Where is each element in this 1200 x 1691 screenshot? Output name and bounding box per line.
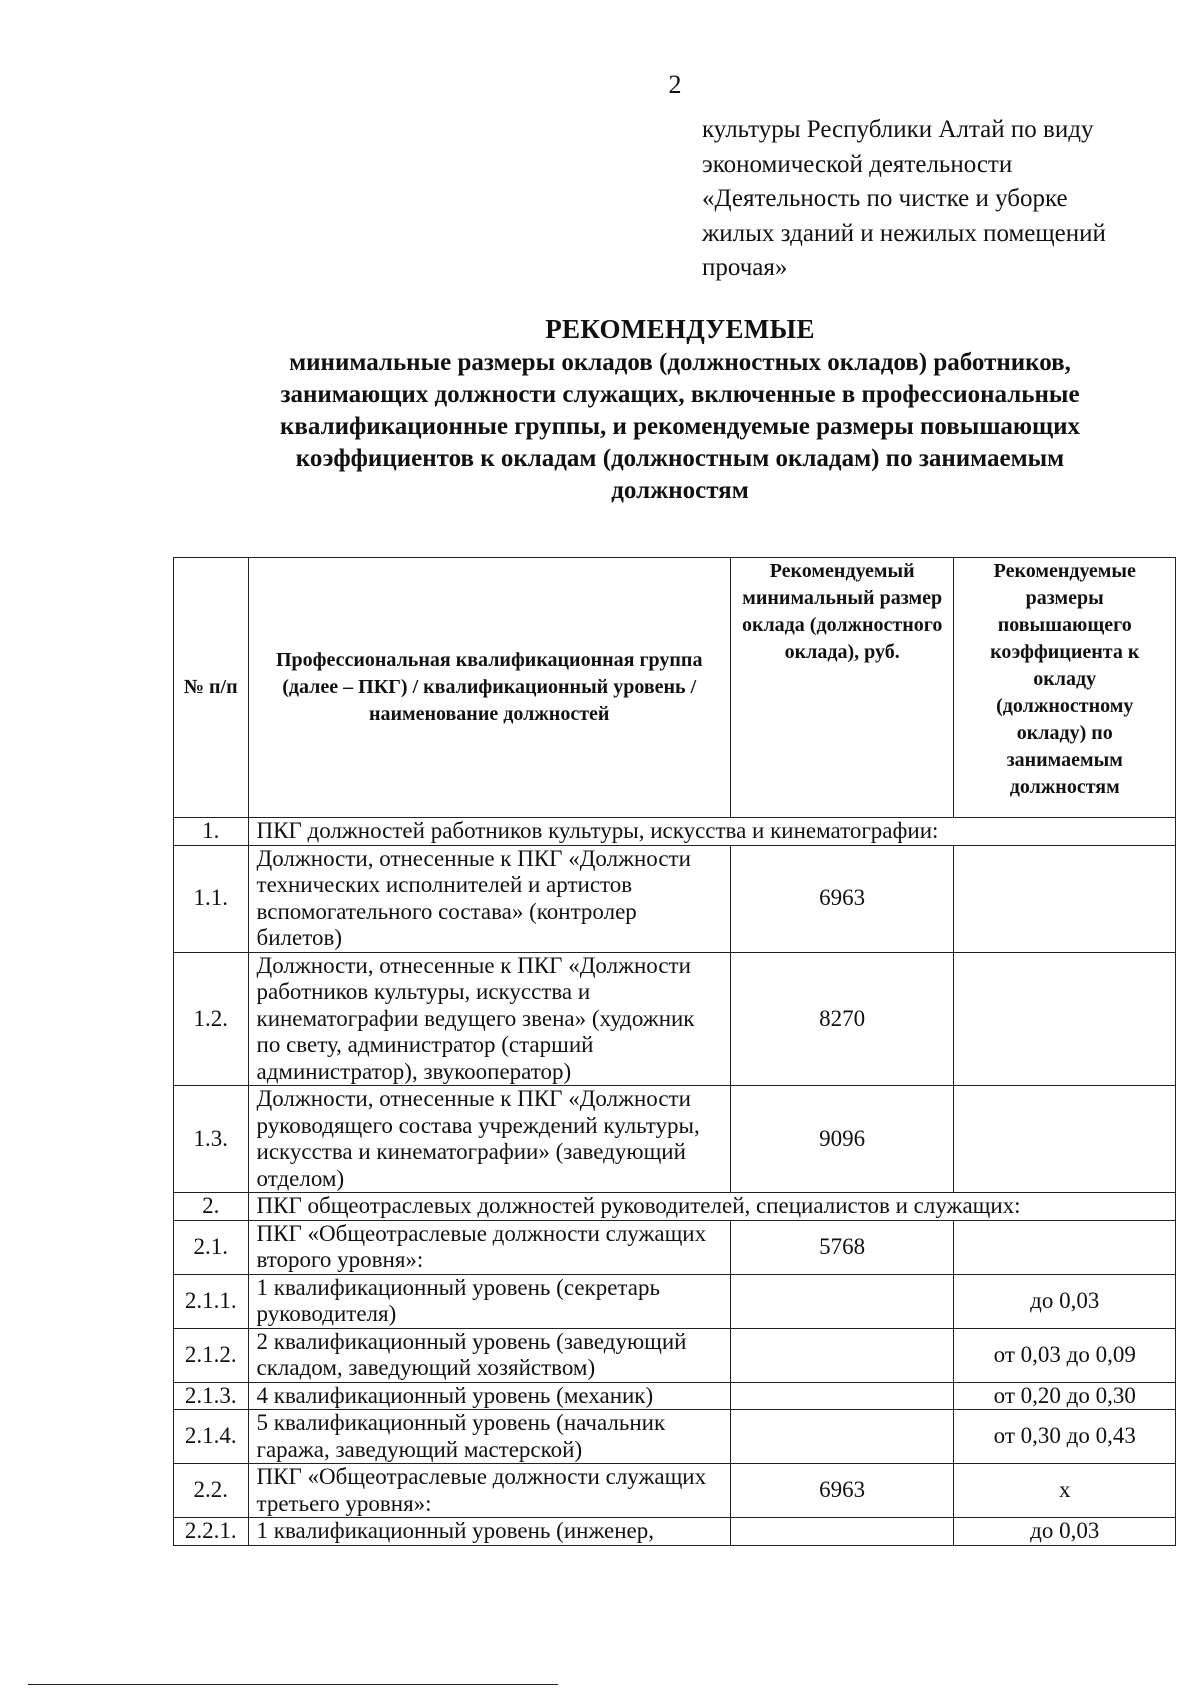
table-row — [174, 1274, 1176, 1328]
document-title — [185, 311, 1175, 507]
row-group-title: ПКГ общеотраслевых должностей руководителей, специалистов и служащих: — [248, 1193, 1175, 1221]
table-row — [174, 1220, 1176, 1274]
row-position-name: Должности, отнесенные к ПКГ «Должности работников культуры, искусства и кинематографии ведущего звена» (художник по свету, администратор (старший администратор), звукооператор) — [248, 952, 730, 1086]
header-num: № п/п — [174, 558, 249, 818]
row-number: 2.2.1. — [174, 1518, 249, 1546]
row-number: 2.1.1. — [174, 1274, 249, 1328]
row-salary: 8270 — [730, 952, 954, 1086]
row-salary: 6963 — [730, 1464, 954, 1518]
row-number: 1.2. — [174, 952, 249, 1086]
header-line: экономической деятельности — [702, 150, 1013, 178]
row-position-name: 1 квалификационный уровень (инженер, — [248, 1518, 730, 1546]
table-body — [174, 818, 1176, 1546]
row-coefficient: от 0,03 до 0,09 — [954, 1328, 1176, 1382]
header-line: жилых зданий и нежилых помещений — [702, 219, 1106, 247]
table-row — [174, 1086, 1176, 1193]
title-sub-line: квалификационные группы, и рекомендуемые размеры повышающих — [279, 413, 1081, 440]
row-salary — [730, 1328, 954, 1382]
row-salary: 5768 — [730, 1220, 954, 1274]
footnote-separator — [28, 1684, 558, 1685]
row-number: 2.1.3. — [174, 1382, 249, 1410]
row-position-name: ПКГ «Общеотраслевые должности служащих второго уровня»: — [248, 1220, 730, 1274]
row-coefficient: от 0,20 до 0,30 — [954, 1382, 1176, 1410]
row-position-name: Должности, отнесенные к ПКГ «Должности руководящего состава учреждений культуры, искусства и кинематографии» (заведующий отделом) — [248, 1086, 730, 1193]
row-salary — [730, 1410, 954, 1464]
row-number: 2.1.2. — [174, 1328, 249, 1382]
table-row — [174, 1193, 1176, 1221]
row-coefficient: до 0,03 — [954, 1274, 1176, 1328]
row-position-name: 1 квалификационный уровень (секретарь руководителя) — [248, 1274, 730, 1328]
row-position-name: 5 квалификационный уровень (начальник гаража, заведующий мастерской) — [248, 1410, 730, 1464]
table-row — [174, 1328, 1176, 1382]
row-coefficient — [954, 1086, 1176, 1193]
header-name: Профессиональная квалификационная группа (далее – ПКГ) / квалификационный уровень / наименование должностей — [248, 558, 730, 818]
row-coefficient: от 0,30 до 0,43 — [954, 1410, 1176, 1464]
title-sub-line: должностям — [611, 477, 749, 504]
row-group-title: ПКГ должностей работников культуры, искусства и кинематографии: — [248, 818, 1175, 846]
title-sub-line: минимальные размеры окладов (должностных окладов) работников, — [289, 349, 1071, 376]
header-line: «Деятельность по чистке и уборке — [702, 185, 1068, 212]
row-coefficient — [954, 952, 1176, 1086]
table-header-row — [174, 558, 1176, 818]
row-salary — [730, 1274, 954, 1328]
title-main: РЕКОМЕНДУЕМЫЕ — [545, 314, 815, 344]
row-salary — [730, 1518, 954, 1546]
row-position-name: Должности, отнесенные к ПКГ «Должности технических исполнителей и артистов вспомогательного состава» (контролер билетов) — [248, 845, 730, 952]
table-row — [174, 845, 1176, 952]
table-row — [174, 1410, 1176, 1464]
salary-table — [173, 557, 1176, 1546]
title-sub-line: коэффициентов к окладам (должностным окладам) по занимаемым — [295, 445, 1065, 472]
table-row — [174, 952, 1176, 1086]
row-coefficient — [954, 1220, 1176, 1274]
row-number: 2.1. — [174, 1220, 249, 1274]
header-line: культуры Республики Алтай по виду — [702, 116, 1094, 143]
row-position-name: 4 квалификационный уровень (механик) — [248, 1382, 730, 1410]
row-number: 1. — [174, 818, 249, 846]
table-row — [174, 818, 1176, 846]
row-coefficient: х — [954, 1464, 1176, 1518]
row-number: 1.3. — [174, 1086, 249, 1193]
row-position-name: 2 квалификационный уровень (заведующий складом, заведующий хозяйством) — [248, 1328, 730, 1382]
row-salary: 9096 — [730, 1086, 954, 1193]
table-row — [174, 1464, 1176, 1518]
header-line: прочая» — [702, 254, 788, 281]
row-position-name: ПКГ «Общеотраслевые должности служащих третьего уровня»: — [248, 1464, 730, 1518]
table-row — [174, 1382, 1176, 1410]
header-coef: Рекомендуемые размеры повышающего коэффициента к окладу (должностному окладу) по занимаемым должностям — [954, 558, 1176, 818]
row-number: 2.1.4. — [174, 1410, 249, 1464]
header-continuation — [702, 113, 1172, 286]
title-sub-line: занимающих должности служащих, включенные в профессиональные — [280, 381, 1080, 408]
row-coefficient: до 0,03 — [954, 1518, 1176, 1546]
row-salary — [730, 1382, 954, 1410]
row-coefficient — [954, 845, 1176, 952]
page-number: 2 — [668, 70, 682, 99]
row-number: 2.2. — [174, 1464, 249, 1518]
header-salary: Рекомендуемый минимальный размер оклада (должностного оклада), руб. — [730, 558, 954, 818]
row-number: 2. — [174, 1193, 249, 1221]
table-row — [174, 1518, 1176, 1546]
row-number: 1.1. — [174, 845, 249, 952]
row-salary: 6963 — [730, 845, 954, 952]
